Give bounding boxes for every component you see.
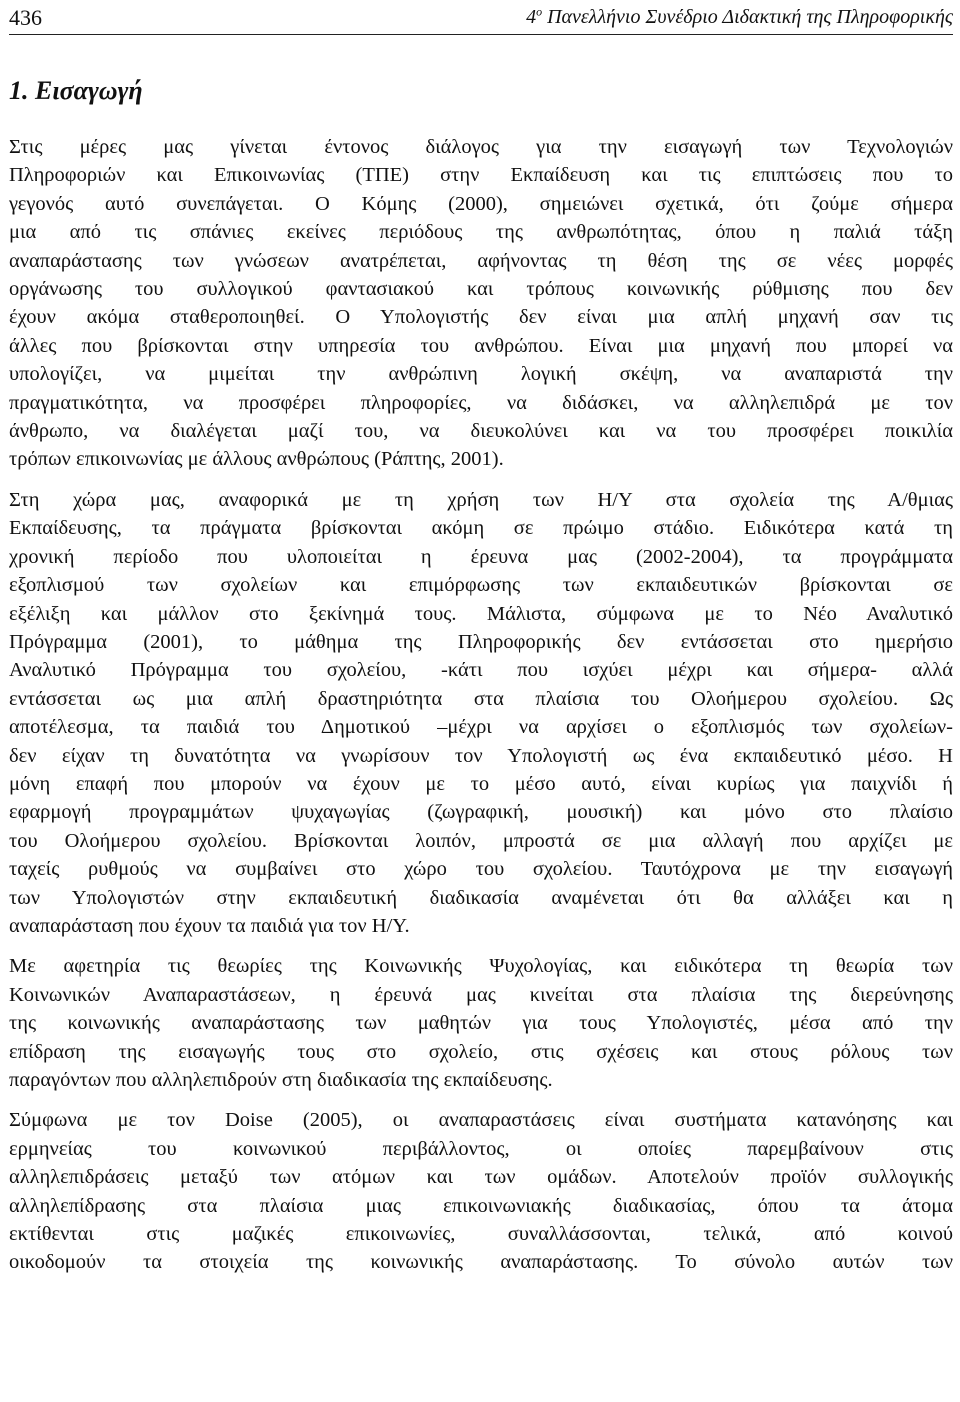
text-line: εντάσσεται ως μια απλή δραστηριότητα στα πλαίσια του Ολοήμερου σχολείου. Ως	[9, 687, 953, 710]
text-line: Με αφετηρία τις θεωρίες της Κοινωνικής Ψυχολογίας, και ειδικότερα τη θεωρία των	[9, 955, 953, 978]
page	[9, 0, 953, 1289]
text-line: αναπαράστασης των γνώσεων ανατρέπεται, αφήνοντας τη θέση της σε νέες μορφές	[9, 249, 953, 272]
text-line: χρονική περίοδο που υλοποιείται η έρευνα μας (2002-2004), τα προγράμματα	[9, 545, 953, 568]
text-line: εξοπλισμού των σχολείων και επιμόρφωσης των εκπαιδευτικών βρίσκονται σε	[9, 574, 953, 597]
text-line: γεγονός αυτό συνεπάγεται. Ο Κόμης (2000), σημειώνει σχετικά, ότι ζούμε σήμερα	[9, 192, 953, 215]
text-line: εξέλιξη και μάλλον στο ξεκίνημά τους. Μάλιστα, σύμφωνα με το Νέο Αναλυτικό	[9, 602, 953, 625]
conference-name: Πανελλήνιο Συνέδριο Διδακτική της Πληροφορικής	[542, 6, 953, 28]
text-line: άνθρωπο, να διαλέγεται μαζί του, να διευκολύνει και να του προσφέρει ποικιλία	[9, 420, 953, 443]
text-line: Εκπαίδευσης, τα πράγματα βρίσκονται ακόμη σε πρώιμο στάδιο. Ειδικότερα κατά τη	[9, 517, 953, 540]
text-line: Αναλυτικό Πρόγραμμα του σχολείου, -κάτι που ισχύει μέχρι και σήμερα- αλλά	[9, 659, 953, 682]
text-line: έχουν ακόμα σταθεροποιηθεί. Ο Υπολογιστής δεν είναι μια απλή μηχανή σαν τις	[9, 306, 953, 329]
text-line: εκτίθενται στις μαζικές επικοινωνίες, συναλλάσσονται, τελικά, από κοινού	[9, 1223, 953, 1246]
text-line: αλληλεπιδράσεις μεταξύ των ατόμων και των ομάδων. Αποτελούν προϊόν συλλογικής	[9, 1166, 953, 1189]
text-line: οικοδομούν τα στοιχεία της κοινωνικής αναπαράστασης. Το σύνολο αυτών των	[9, 1251, 953, 1274]
text-line: της κοινωνικής αναπαράστασης των μαθητών για τους Υπολογιστές, μέσα από την	[9, 1012, 953, 1035]
text-line: αλληλεπίδρασης στα πλαίσια μιας επικοινωνιακής διαδικασίας, όπου τα άτομα	[9, 1194, 953, 1217]
text-line: Στις μέρες μας γίνεται έντονος διάλογος για την εισαγωγή των Τεχνολογιών	[9, 136, 953, 158]
conference-ordinal: 4	[526, 6, 537, 28]
text-line: αναπαράσταση που έχουν τα παιδιά για τον Η/Υ.	[9, 914, 410, 937]
paragraph	[9, 486, 953, 941]
proceedings-title	[526, 0, 953, 34]
text-line: ταχείς ρυθμούς να συμβαίνει στο χώρο του σχολείου. Ταυτόχρονα με την εισαγωγή	[9, 858, 953, 881]
body-text	[9, 133, 953, 1277]
text-line: τρόπων επικοινωνίας με άλλους ανθρώπους (Ράπτης, 2001).	[9, 448, 504, 471]
text-line: Σύμφωνα με τον Doise (2005), οι αναπαραστάσεις είναι συστήματα κατανόησης και	[9, 1109, 953, 1132]
text-line: υπολογίζει, να μιμείται την ανθρώπινη λογική σκέψη, να αναπαριστά την	[9, 363, 953, 386]
text-line: Στη χώρα μας, αναφορικά με τη χρήση των Η/Υ στα σχολεία της Α/θμιας	[9, 488, 953, 511]
text-line: δεν είχαν τη δυνατότητα να γνωρίσουν τον Υπολογιστή ως ένα εκπαιδευτικό μέσο. Η	[9, 744, 953, 767]
paragraph	[9, 133, 953, 474]
text-line: των Υπολογιστών στην εκπαιδευτική διαδικασία αναμένεται ότι θα αλλάξει και η	[9, 886, 953, 909]
paragraph	[9, 952, 953, 1094]
text-line: ερμηνείας του κοινωνικού περιβάλλοντος, οι οποίες παρεμβαίνουν στις	[9, 1137, 953, 1160]
section-title: 1. Εισαγωγή	[9, 76, 143, 105]
text-line: άλλες που βρίσκονται στην υπηρεσία του ανθρώπου. Είναι μια μηχανή που μπορεί να	[9, 334, 953, 357]
paragraph	[9, 1106, 953, 1276]
text-line: Πληροφοριών και Επικοινωνίας (ΤΠΕ) στην Εκπαίδευση και τις επιπτώσεις που το	[9, 164, 953, 187]
text-line: μόνη επαφή που μπορούν να έχουν με το μέσο αυτό, είναι κυρίως για παιχνίδι ή	[9, 772, 953, 795]
text-line: οργάνωσης του συλλογικού φαντασιακού και τρόπους κοινωνικής ρύθμισης που δεν	[9, 278, 953, 301]
text-line: Κοινωνικών Αναπαραστάσεων, η έρευνά μας κινείται στα πλαίσια της διερεύνησης	[9, 983, 953, 1006]
text-line: Πρόγραμμα (2001), το μάθημα της Πληροφορικής δεν εντάσσεται στο ημερήσιο	[9, 630, 953, 653]
text-line: παραγόντων που αλληλεπιδρούν στη διαδικασία της εκπαίδευσης.	[9, 1069, 553, 1091]
running-header	[9, 0, 953, 35]
text-line: μια από τις σπάνιες εκείνες περιόδους της ανθρωπότητας, όπου η παλιά τάξη	[9, 221, 953, 244]
text-line: επίδραση της εισαγωγής τους στο σχολείο, στις σχέσεις και στους ρόλους των	[9, 1040, 953, 1063]
text-line: εφαρμογή προγραμμάτων ψυχαγωγίας (ζωγραφική, μουσική) και μόνο στο πλαίσιο	[9, 801, 953, 824]
text-line: του Ολοήμερου σχολείου. Βρίσκονται λοιπόν, μπροστά σε μια αλλαγή που αρχίζει με	[9, 829, 953, 852]
text-line: αποτέλεσμα, τα παιδιά του Δημοτικού –μέχρι να αρχίσει ο εξοπλισμός των σχολείων-	[9, 716, 953, 739]
conference-ordinal-superscript: ο	[536, 4, 543, 19]
text-line: πραγματικότητα, να προσφέρει πληροφορίες, να διδάσκει, να αλληλεπιδρά με τον	[9, 391, 953, 414]
page-number: 436	[9, 5, 42, 30]
